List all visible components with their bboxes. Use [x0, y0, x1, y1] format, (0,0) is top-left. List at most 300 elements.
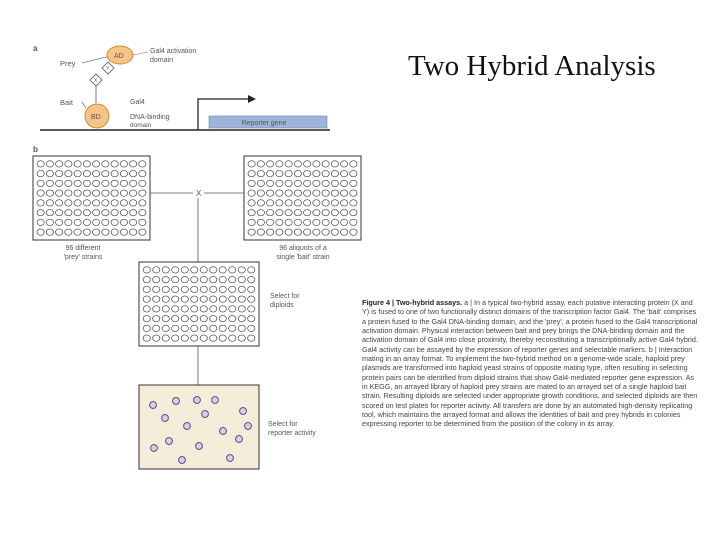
colony	[285, 209, 292, 215]
colony	[74, 190, 81, 196]
reporter-positive-colony	[179, 457, 186, 464]
colony	[102, 170, 109, 176]
gal4-activation-label-1: Gal4 activation	[150, 48, 197, 55]
colony	[350, 229, 357, 235]
colony	[191, 276, 198, 282]
colony	[56, 170, 63, 176]
colony	[304, 229, 311, 235]
reporter-positive-colony	[245, 423, 252, 430]
diploid-plate	[139, 262, 259, 346]
colony	[181, 276, 188, 282]
colony	[162, 286, 169, 292]
colony	[350, 200, 357, 206]
colony	[267, 209, 274, 215]
bait-aliquots-label-1: 96 aliquots of a	[279, 245, 327, 252]
colony	[181, 267, 188, 273]
colony	[219, 306, 226, 312]
transcription-arrowhead	[248, 95, 256, 103]
colony	[139, 161, 146, 167]
colony	[257, 209, 264, 215]
prey-strains-label-1: 96 different	[65, 245, 101, 252]
colony	[143, 306, 150, 312]
colony	[219, 267, 226, 273]
colony	[219, 315, 226, 321]
colony	[285, 190, 292, 196]
colony	[172, 306, 179, 312]
gal4-activation-label-2: domain	[150, 57, 173, 64]
colony	[341, 180, 348, 186]
colony	[139, 190, 146, 196]
colony	[331, 161, 338, 167]
colony	[162, 276, 169, 282]
gal4-binding-label-1: Gal4	[130, 99, 145, 106]
colony	[200, 276, 207, 282]
colony	[93, 180, 100, 186]
reporter-positive-colony	[227, 455, 234, 462]
colony	[294, 190, 301, 196]
activation-pointer	[133, 52, 148, 55]
colony	[238, 267, 245, 273]
colony	[248, 170, 255, 176]
colony	[120, 200, 127, 206]
colony	[200, 335, 207, 341]
colony	[322, 209, 329, 215]
colony	[322, 229, 329, 235]
colony	[83, 209, 90, 215]
colony	[130, 209, 137, 215]
colony	[257, 219, 264, 225]
reporter-positive-colony	[151, 445, 158, 452]
colony	[248, 209, 255, 215]
colony	[294, 229, 301, 235]
colony	[139, 180, 146, 186]
colony	[65, 219, 72, 225]
colony	[65, 200, 72, 206]
colony	[56, 209, 63, 215]
colony	[313, 190, 320, 196]
colony	[46, 209, 53, 215]
reporter-positive-colony	[196, 443, 203, 450]
colony	[322, 219, 329, 225]
colony	[229, 276, 236, 282]
colony	[162, 267, 169, 273]
colony	[285, 180, 292, 186]
colony	[331, 200, 338, 206]
colony	[191, 306, 198, 312]
colony	[285, 161, 292, 167]
colony	[248, 306, 255, 312]
colony	[257, 180, 264, 186]
colony	[153, 296, 160, 302]
colony	[111, 170, 118, 176]
colony	[74, 209, 81, 215]
colony	[65, 170, 72, 176]
colony	[162, 296, 169, 302]
colony	[276, 170, 283, 176]
colony	[219, 325, 226, 331]
colony	[267, 229, 274, 235]
colony	[322, 200, 329, 206]
reporter-positive-colony	[150, 402, 157, 409]
colony	[238, 335, 245, 341]
reporter-positive-colony	[194, 397, 201, 404]
colony	[229, 315, 236, 321]
prey-strains-label-2: 'prey' strains	[63, 254, 103, 261]
colony	[130, 219, 137, 225]
colony	[294, 180, 301, 186]
colony	[153, 276, 160, 282]
colony	[83, 190, 90, 196]
colony	[248, 200, 255, 206]
colony	[248, 267, 255, 273]
select-diploids-label-1: Select for	[270, 293, 300, 300]
colony	[229, 296, 236, 302]
colony	[304, 161, 311, 167]
colony	[143, 276, 150, 282]
colony	[37, 219, 44, 225]
colony	[74, 219, 81, 225]
colony	[248, 296, 255, 302]
colony	[294, 161, 301, 167]
colony	[172, 325, 179, 331]
bait-label: Bait	[60, 98, 73, 107]
colony	[276, 200, 283, 206]
panel-b	[33, 145, 361, 469]
colony	[74, 229, 81, 235]
colony	[304, 170, 311, 176]
colony	[267, 190, 274, 196]
colony	[93, 219, 100, 225]
colony	[172, 296, 179, 302]
colony	[153, 267, 160, 273]
colony	[267, 161, 274, 167]
colony	[331, 209, 338, 215]
colony	[238, 325, 245, 331]
colony	[56, 229, 63, 235]
colony	[257, 170, 264, 176]
colony	[181, 325, 188, 331]
colony	[46, 161, 53, 167]
colony	[153, 335, 160, 341]
colony	[313, 161, 320, 167]
prey-plate	[33, 156, 150, 240]
gal4-binding-label-2: DNA-binding	[130, 114, 170, 121]
colony	[143, 296, 150, 302]
colony	[350, 209, 357, 215]
colony	[210, 325, 217, 331]
colony	[181, 296, 188, 302]
colony	[191, 267, 198, 273]
y-label: Y	[106, 66, 110, 72]
colony	[153, 325, 160, 331]
reporter-positive-colony	[220, 428, 227, 435]
figure-caption	[362, 298, 698, 429]
colony	[153, 315, 160, 321]
colony	[37, 229, 44, 235]
colony	[248, 190, 255, 196]
colony	[331, 170, 338, 176]
colony	[238, 286, 245, 292]
colony	[341, 190, 348, 196]
colony	[238, 276, 245, 282]
colony	[74, 170, 81, 176]
colony	[248, 286, 255, 292]
colony	[162, 306, 169, 312]
colony	[294, 209, 301, 215]
bait-aliquots-label-2: single 'bait' strain	[276, 254, 330, 261]
colony	[172, 315, 179, 321]
colony	[322, 190, 329, 196]
colony	[56, 180, 63, 186]
colony	[285, 200, 292, 206]
colony	[56, 200, 63, 206]
colony	[83, 180, 90, 186]
colony	[83, 200, 90, 206]
colony	[181, 335, 188, 341]
colony	[341, 170, 348, 176]
colony	[111, 161, 118, 167]
colony	[93, 161, 100, 167]
colony	[74, 200, 81, 206]
colony	[229, 306, 236, 312]
colony	[200, 267, 207, 273]
colony	[120, 219, 127, 225]
colony	[350, 219, 357, 225]
colony	[37, 190, 44, 196]
colony	[74, 161, 81, 167]
colony	[102, 209, 109, 215]
colony	[83, 170, 90, 176]
colony	[93, 209, 100, 215]
colony	[331, 190, 338, 196]
colony	[248, 229, 255, 235]
colony	[350, 180, 357, 186]
colony	[120, 229, 127, 235]
reporter-positive-colony	[236, 436, 243, 443]
colony	[191, 296, 198, 302]
colony	[200, 296, 207, 302]
colony	[139, 170, 146, 176]
colony	[350, 161, 357, 167]
colony	[229, 325, 236, 331]
colony	[102, 180, 109, 186]
colony	[219, 296, 226, 302]
colony	[257, 229, 264, 235]
reporter-positive-colony	[202, 411, 209, 418]
colony	[248, 276, 255, 282]
panel-a-letter: a	[33, 44, 38, 53]
colony	[37, 170, 44, 176]
colony	[172, 335, 179, 341]
colony	[313, 200, 320, 206]
colony	[350, 170, 357, 176]
colony	[130, 200, 137, 206]
colony	[102, 229, 109, 235]
panel-b-letter: b	[33, 145, 38, 154]
colony	[153, 286, 160, 292]
colony	[219, 335, 226, 341]
select-reporter-label-2: reporter activity	[268, 430, 316, 437]
colony	[65, 190, 72, 196]
colony	[210, 286, 217, 292]
colony	[341, 209, 348, 215]
colony	[93, 200, 100, 206]
colony	[37, 200, 44, 206]
colony	[276, 219, 283, 225]
colony	[120, 170, 127, 176]
colony	[267, 170, 274, 176]
colony	[130, 170, 137, 176]
colony	[181, 286, 188, 292]
colony	[238, 296, 245, 302]
colony	[267, 219, 274, 225]
colony	[111, 229, 118, 235]
reporter-positive-colony	[184, 423, 191, 430]
colony	[257, 190, 264, 196]
colony	[139, 200, 146, 206]
reporter-positive-colony	[240, 408, 247, 415]
prey-pointer	[82, 56, 110, 63]
colony	[102, 200, 109, 206]
colony	[143, 335, 150, 341]
bd-label: BD	[91, 114, 101, 121]
colony	[143, 315, 150, 321]
colony	[313, 170, 320, 176]
colony	[102, 161, 109, 167]
prey-label: Prey	[60, 59, 76, 68]
colony	[111, 219, 118, 225]
colony	[139, 219, 146, 225]
colony	[56, 219, 63, 225]
colony	[322, 170, 329, 176]
colony	[238, 306, 245, 312]
colony	[322, 161, 329, 167]
caption-heading: Figure 4 | Two-hybrid assays.	[362, 298, 463, 307]
colony	[111, 190, 118, 196]
colony	[153, 306, 160, 312]
colony	[276, 209, 283, 215]
colony	[210, 267, 217, 273]
colony	[102, 219, 109, 225]
cross-symbol: X	[196, 189, 202, 198]
colony	[162, 325, 169, 331]
colony	[111, 209, 118, 215]
slide-title: Two Hybrid Analysis	[408, 50, 656, 82]
colony	[341, 229, 348, 235]
bait-pointer	[82, 102, 86, 108]
colony	[294, 219, 301, 225]
colony	[210, 276, 217, 282]
reporter-positive-colony	[212, 397, 219, 404]
colony	[229, 335, 236, 341]
colony	[191, 325, 198, 331]
colony	[313, 219, 320, 225]
colony	[143, 325, 150, 331]
colony	[172, 276, 179, 282]
colony	[130, 180, 137, 186]
colony	[111, 200, 118, 206]
reporter-gene-label: Reporter gene	[241, 120, 287, 127]
colony	[276, 161, 283, 167]
colony	[65, 229, 72, 235]
colony	[120, 190, 127, 196]
colony	[238, 315, 245, 321]
colony	[143, 267, 150, 273]
bait-plate	[244, 156, 361, 240]
panel-a	[33, 44, 330, 130]
colony	[210, 315, 217, 321]
colony	[276, 190, 283, 196]
colony	[46, 200, 53, 206]
colony	[341, 219, 348, 225]
colony	[130, 161, 137, 167]
colony	[267, 180, 274, 186]
colony	[219, 276, 226, 282]
colony	[229, 286, 236, 292]
caption-body: a | In a typical two-hybrid assay, each putative interacting protein (X and Y) is fused to one of two functionally distinct domains of the transcription factor Gal4. The 'bait' comprises a protein fused to the Gal4 DNA-binding domain, and the 'prey', a protein fused to the Gal4 transcriptional activation domain. Physical interaction between bait and prey brings the DNA-binding domain and the activation domain of Gal4 into close proximity, thereby reconstituting a transcriptionally active Gal4 hybrid. Gal4 activity can be assayed by the expression of reporter genes and selectable markers. b | Interaction mating in an array format. To implement the two-hybrid method on a genome-wide scale, haploid prey plasmids are transformed into haploid yeast strains of opposite mating type, often resulting in selecting protein pairs can be identified from diploid strains that show Gal4-mediated reporter gene expression. As in KEGG, an arrayed library of haploid prey strains are mated to an arrayed set of a single haploid bait strain. Resulting diploids are selected under appropriate growth conditions, and selected diploids are then scored on test plates for reporter activity. All transfers are done by an automated high-density replicating tool, which maintains the arrayed format and allows the identities of bait and prey hybrids in colonies expressing reporter to be determined from the position of the colony in its array.	[362, 298, 698, 429]
colony	[294, 200, 301, 206]
reporter-positive-colony	[173, 398, 180, 405]
colony	[313, 180, 320, 186]
colony	[219, 286, 226, 292]
ad-label: AD	[114, 53, 124, 60]
colony	[331, 219, 338, 225]
colony	[56, 161, 63, 167]
colony	[37, 161, 44, 167]
colony	[74, 180, 81, 186]
colony	[341, 200, 348, 206]
reporter-positive-colony	[166, 438, 173, 445]
colony	[139, 229, 146, 235]
colony	[130, 229, 137, 235]
select-reporter-label-1: Select for	[268, 421, 298, 428]
colony	[37, 209, 44, 215]
colony	[285, 170, 292, 176]
gal4-binding-label-3: domain	[130, 122, 152, 129]
colony	[276, 229, 283, 235]
colony	[322, 180, 329, 186]
colony	[294, 170, 301, 176]
colony	[93, 190, 100, 196]
colony	[65, 161, 72, 167]
colony	[248, 161, 255, 167]
colony	[65, 209, 72, 215]
colony	[248, 335, 255, 341]
colony	[120, 161, 127, 167]
colony	[191, 286, 198, 292]
colony	[56, 190, 63, 196]
colony	[102, 190, 109, 196]
colony	[304, 209, 311, 215]
colony	[93, 229, 100, 235]
colony	[313, 209, 320, 215]
colony	[181, 306, 188, 312]
colony	[304, 219, 311, 225]
colony	[191, 315, 198, 321]
colony	[285, 229, 292, 235]
reporter-positive-colony	[162, 415, 169, 422]
colony	[46, 219, 53, 225]
colony	[248, 315, 255, 321]
colony	[139, 209, 146, 215]
colony	[120, 180, 127, 186]
colony	[200, 286, 207, 292]
colony	[331, 229, 338, 235]
colony	[130, 190, 137, 196]
colony	[83, 219, 90, 225]
colony	[210, 335, 217, 341]
colony	[162, 315, 169, 321]
